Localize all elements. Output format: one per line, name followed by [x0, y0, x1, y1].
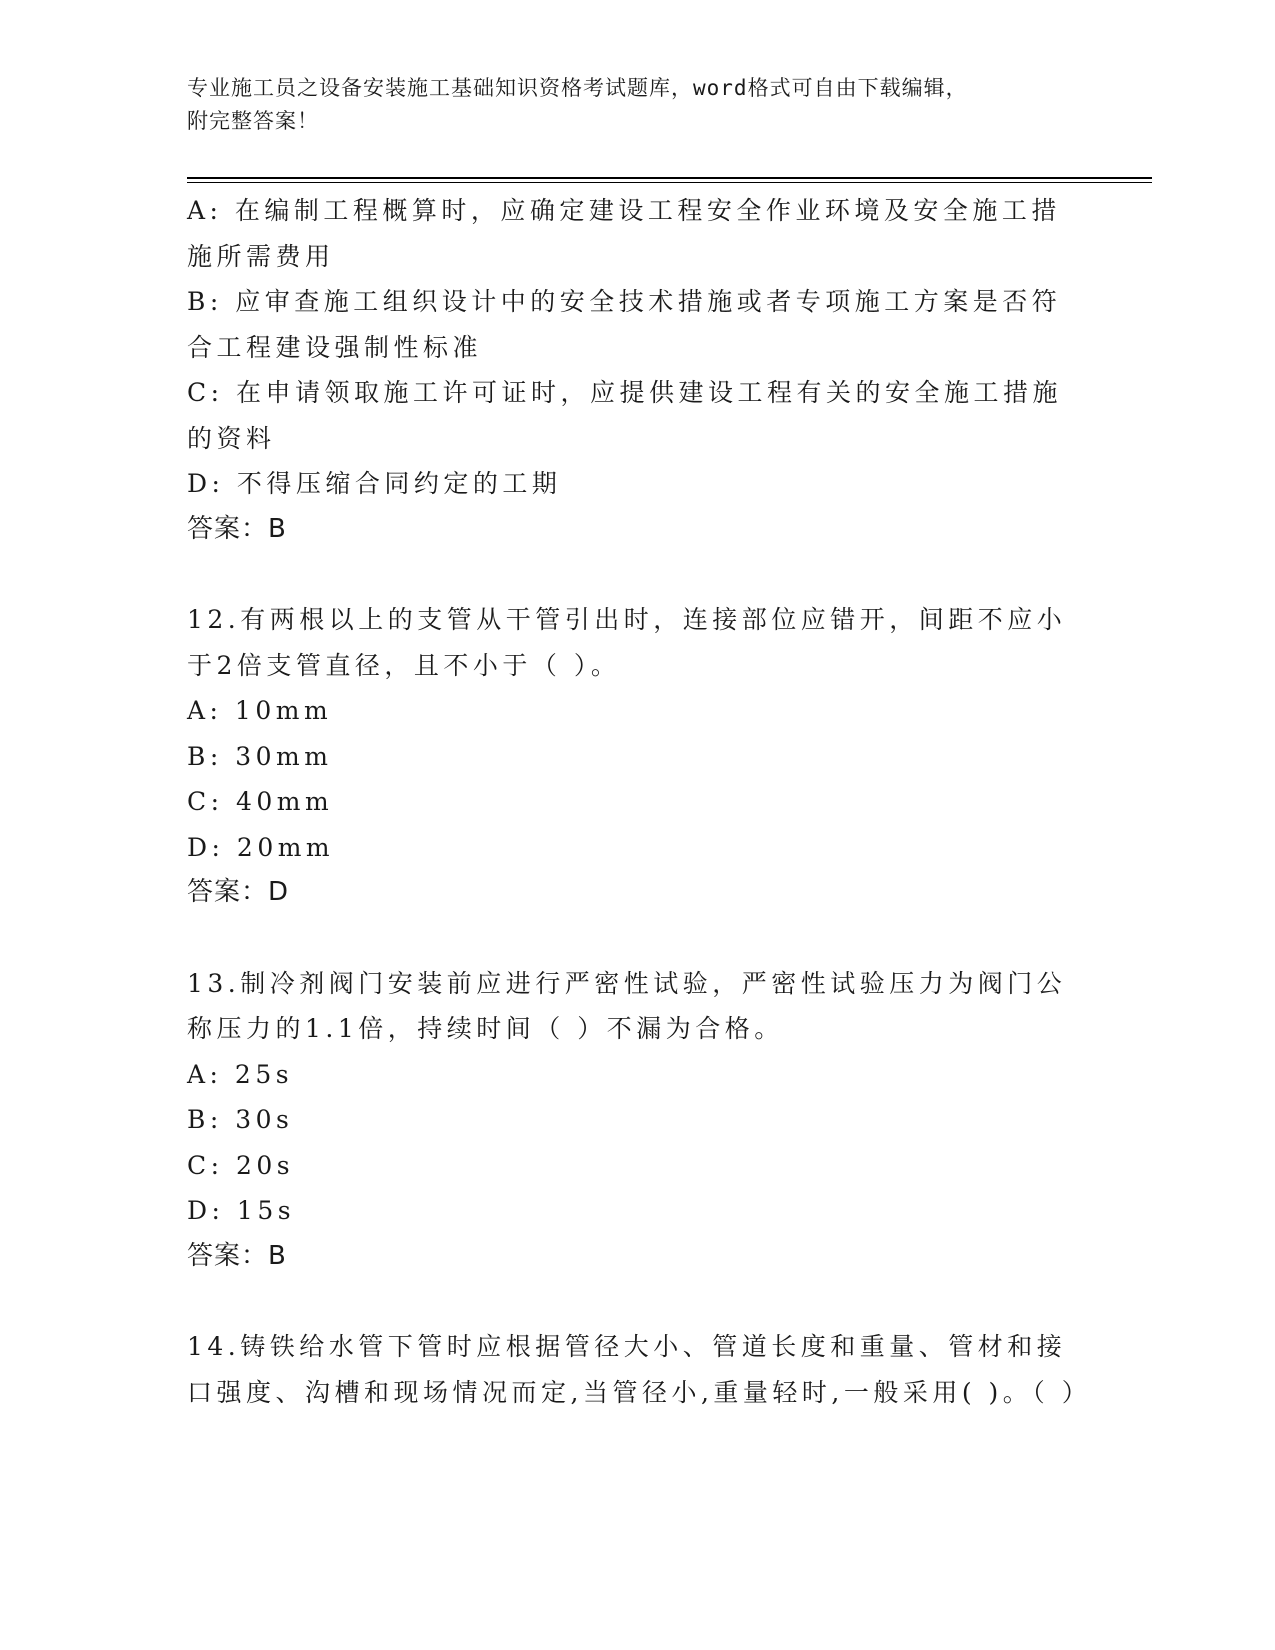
header-rule-thin — [187, 182, 1152, 183]
q12-answer: 答案：D — [187, 877, 290, 907]
q11-option-c: C: 在申请领取施工许可证时，应提供建设工程有关的安全施工措施的资料 — [187, 378, 1063, 453]
q13-option-b: B: 30s — [187, 1105, 294, 1134]
q13-option-c: C: 20s — [187, 1150, 295, 1180]
header-rule-thick — [187, 177, 1152, 179]
q12-option-d: D: 20mm — [187, 832, 335, 862]
q12-option-a: A: 10mm — [187, 696, 333, 725]
q13-stem: 13.制冷剂阀门安装前应进行严密性试验，严密性试验压力为阀门公称压力的1.1倍，持续时间（ ）不漏为合格。 — [187, 968, 1067, 1043]
q11-option-a: A: 在编制工程概算时，应确定建设工程安全作业环境及安全施工措施所需费用 — [187, 196, 1061, 271]
q14-stem: 14.铸铁给水管下管时应根据管径大小、管道长度和重量、管材和接口强度、沟槽和现场情况而定,当管径小,重量轻时,一般采用( )。（ ） — [187, 1332, 1092, 1407]
q11-answer: 答案：B — [187, 513, 287, 544]
header-line-1: 专业施工员之设备安装施工基础知识资格考试题库，word格式可自由下载编辑， — [187, 76, 968, 100]
question-content — [187, 188, 1092, 1415]
q13-option-a: A: 25s — [187, 1059, 294, 1089]
question-11 — [187, 188, 1082, 552]
question-13 — [187, 961, 1082, 1280]
q12-option-c: C: 40mm — [187, 787, 334, 816]
question-12 — [187, 597, 1082, 916]
q13-answer: 答案：B — [187, 1240, 287, 1271]
document-header — [187, 72, 1067, 138]
q12-option-b: B: 30mm — [187, 741, 333, 771]
question-14 — [187, 1324, 1092, 1415]
q11-option-b: B: 应审查施工组织设计中的安全技术措施或者专项施工方案是否符合工程建设强制性标准 — [187, 287, 1062, 362]
q13-option-d: D: 15s — [187, 1196, 296, 1225]
header-line-2: 附完整答案！ — [187, 109, 319, 133]
q11-option-d: D: 不得压缩合同约定的工期 — [187, 469, 562, 498]
q12-stem: 12.有两根以上的支管从干管引出时，连接部位应错开，间距不应小于2倍支管直径，且不小于（ ）。 — [187, 605, 1067, 680]
